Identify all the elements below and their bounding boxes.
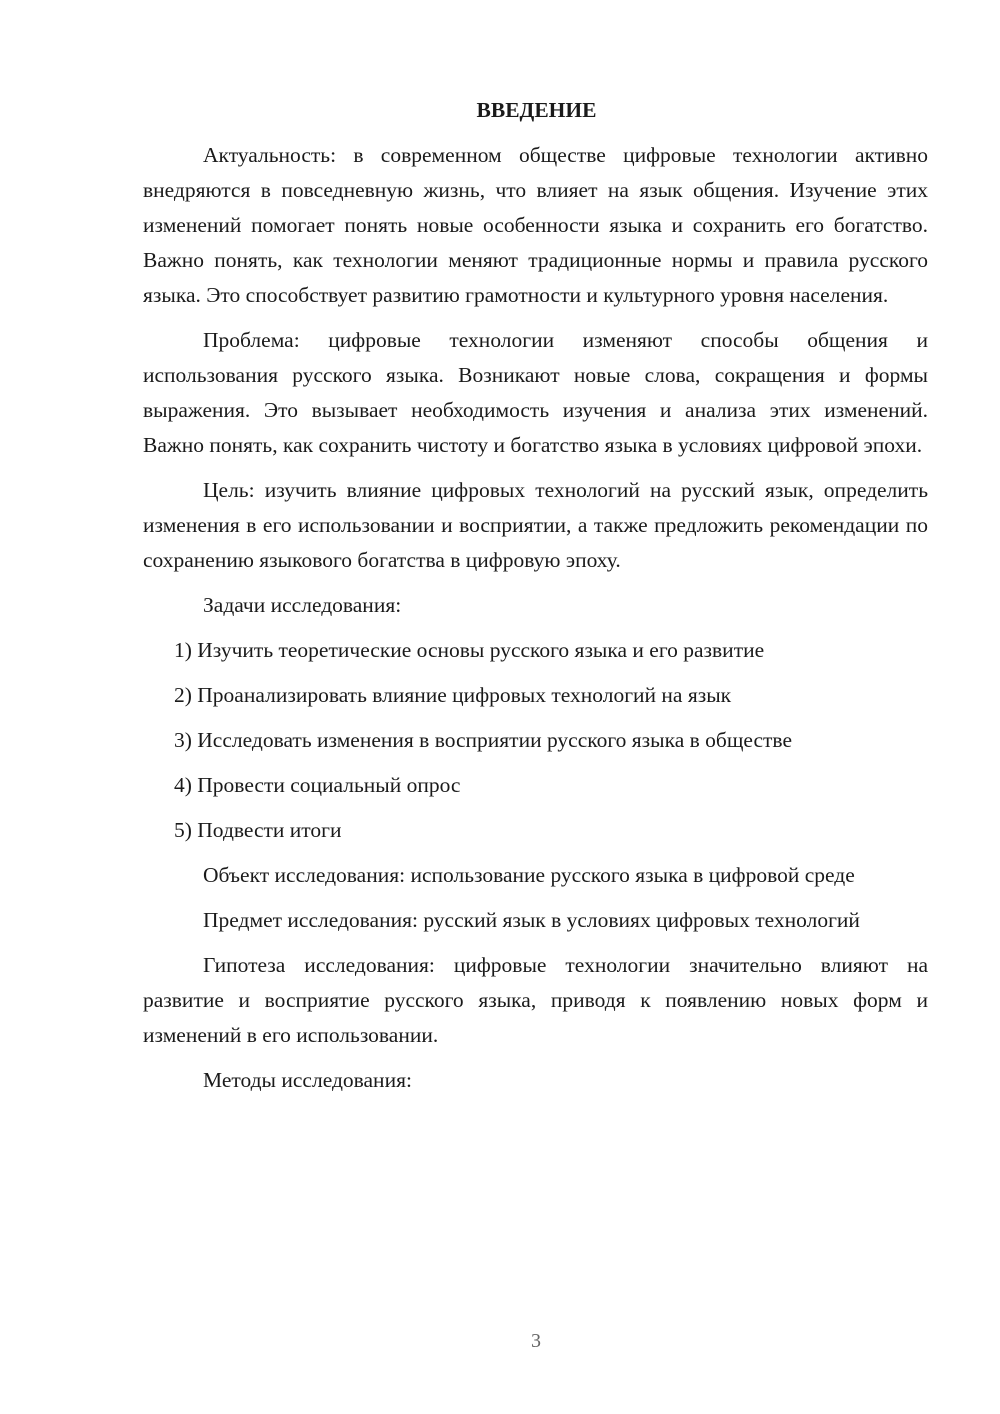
subject-paragraph: Предмет исследования: русский язык в условиях цифровых технологий	[203, 908, 860, 932]
page-title: ВВЕДЕНИЕ	[476, 98, 597, 122]
list-item: 3) Исследовать изменения в восприятии русского языка в обществе	[174, 728, 792, 752]
tasks-list	[143, 633, 928, 848]
methods-title: Методы исследования:	[203, 1068, 412, 1092]
tasks-title: Задачи исследования:	[203, 593, 402, 617]
list-item: 5) Подвести итоги	[174, 818, 342, 842]
list-item: 4) Провести социальный опрос	[174, 773, 461, 797]
page-content	[143, 93, 928, 1108]
page-number: 3	[531, 1330, 541, 1352]
list-item: 2) Проанализировать влияние цифровых технологий на язык	[174, 683, 732, 707]
object-paragraph: Объект исследования: использование русского языка в цифровой среде	[203, 863, 855, 887]
list-item: 1) Изучить теоретические основы русского языка и его развитие	[174, 638, 765, 662]
hypothesis-paragraph: Гипотеза исследования: цифровые технологии значительно влияют на развитие и восприятие русского языка, приводя к появлению новых форм и изменений в его использовании.	[143, 953, 928, 1047]
relevance-paragraph: Актуальность: в современном обществе цифровые технологии активно внедряются в повседневную жизнь, что влияет на язык общения. Изучение этих изменений помогает понять новые особенности языка и сохранить его богатство. Важно понять, как технологии меняют традиционные нормы и правила русского языка. Это способствует развитию грамотности и культурного уровня населения.	[143, 143, 928, 307]
problem-paragraph: Проблема: цифровые технологии изменяют способы общения и использования русского языка. Возникают новые слова, сокращения и формы выражения. Это вызывает необходимость изучения и анализа этих изменений. Важно понять, как сохранить чистоту и богатство языка в условиях цифровой эпохи.	[143, 328, 928, 457]
goal-paragraph: Цель: изучить влияние цифровых технологий на русский язык, определить изменения в его использовании и восприятии, а также предложить рекомендации по сохранению языкового богатства в цифровую эпоху.	[143, 478, 928, 572]
